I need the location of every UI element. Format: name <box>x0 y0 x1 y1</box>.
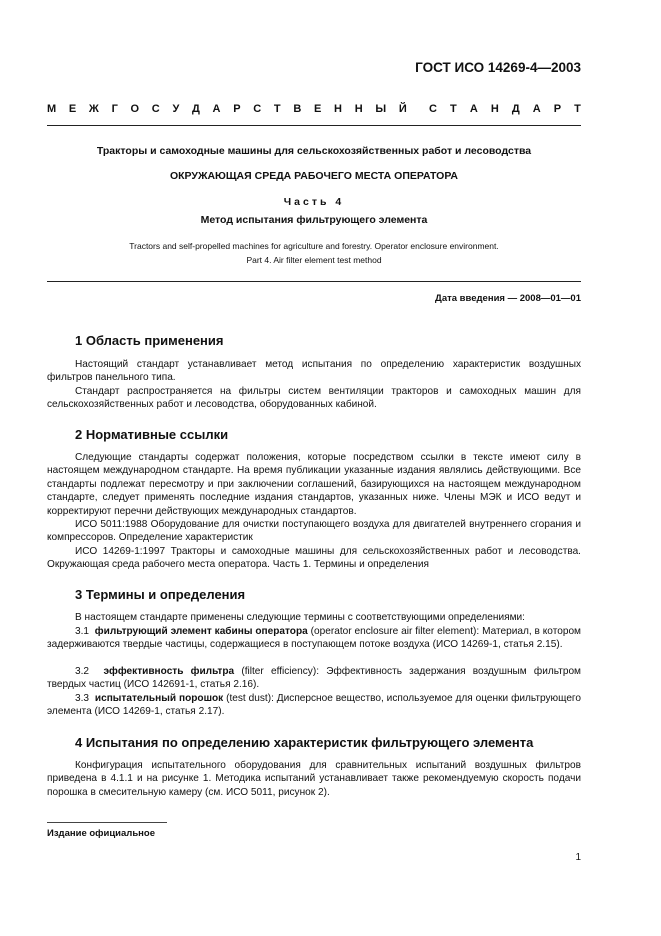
section-1-heading: 1 Область применения <box>75 333 224 348</box>
banner-letter: Г <box>111 103 118 115</box>
term-3-1 <box>47 625 581 652</box>
term-number: 3.3 <box>75 693 90 704</box>
banner-letter: А <box>532 103 541 115</box>
banner-letter: Т <box>574 103 581 115</box>
english-title-line2: Part 4. Air filter element test method <box>246 255 382 265</box>
banner-letter: Д <box>511 103 520 115</box>
banner-letter: Н <box>490 103 499 115</box>
banner-letter: Н <box>334 103 342 115</box>
term-definition: (test dust): Дисперсное вещество, используемое для оценки фильтрующего элемента (ИСО 14269-1, статья 2.17). <box>47 693 582 718</box>
term-name: испытательный порошок <box>94 693 224 704</box>
standard-code: ГОСТ ИСО 14269-4—2003 <box>415 60 581 75</box>
title-rule <box>47 281 581 282</box>
banner-letter: Д <box>192 103 200 115</box>
page-number: 1 <box>575 852 581 863</box>
term-3-3 <box>47 692 581 719</box>
term-number: 3.2 <box>75 666 90 677</box>
banner-letter: С <box>429 103 437 115</box>
section-1-paragraph: Настоящий стандарт устанавливает метод испытания по определению характеристик воздушных фильтров панельного типа. <box>47 359 581 384</box>
term-name: эффективность фильтра <box>103 666 235 677</box>
banner-letter: Е <box>314 103 322 115</box>
banner-letter: М <box>47 103 57 115</box>
reference-iso-5011: ИСО 5011:1988 Оборудование для очистки поступающего воздуха для двигателей внутреннего сгорания и компрессоров. Определение характеристик <box>47 519 581 544</box>
reference-iso-14269-1: ИСО 14269-1:1997 Тракторы и самоходные машины для сельскохозяйственных работ и лесоводства. Окружающая среда рабочего места оператора. Часть 1. Термины и определения <box>47 546 581 571</box>
introduction-date: Дата введения — 2008—01—01 <box>435 293 581 304</box>
banner-letter: Ы <box>375 103 387 115</box>
banner-letter: Р <box>553 103 562 115</box>
term-definition: (filter efficiency): Эффективность задержания воздушным фильтром твердых частиц (ИСО 142691-1, статья 2.16). <box>47 666 581 691</box>
banner-letter: С <box>151 103 160 115</box>
banner-rule <box>47 125 581 126</box>
official-edition-label: Издание официальное <box>47 828 155 839</box>
section-1-paragraph: Стандарт распространяется на фильтры систем вентиляции тракторов и самоходных машин для сельскохозяйственных работ и лесоводства, оборудованных кабиной. <box>47 386 581 411</box>
section-4-heading: 4 Испытания по определению характеристик фильтрующего элемента <box>75 735 534 750</box>
term-number: 3.1 <box>75 626 90 637</box>
section-3-heading: 3 Термины и определения <box>75 587 246 602</box>
banner-word-interstate <box>47 103 407 115</box>
banner-letter: Т <box>450 103 457 115</box>
banner-letter: С <box>253 103 262 115</box>
section-2-paragraph: Следующие стандарты содержат положения, которые посредством ссылки в тексте имеют силу в настоящем международном стандарте. На время публикации указанные издания являлись действующими. Все стандарты подлежат пересмотру и при заключении соглашений, базирующихся на настоящем международном стандарте, следует применять последние издания стандартов, указанных ниже. Члены МЭК и ИСО ведут и корректируют перечни действующих международных стандартов. <box>47 452 581 517</box>
banner-letter: Р <box>233 103 241 115</box>
banner-letter: Т <box>273 103 281 115</box>
section-3-intro: В настоящем стандарте применены следующие термины с соответствующими определениями: <box>75 612 525 623</box>
standard-banner <box>47 103 581 115</box>
banner-letter: Й <box>398 103 407 115</box>
banner-letter: Н <box>354 103 363 115</box>
part-label: Часть 4 <box>283 196 345 208</box>
banner-letter: В <box>293 103 302 115</box>
banner-letter: У <box>172 103 180 115</box>
section-4-paragraph: Конфигурация испытательного оборудования для сравнительных испытаний воздушных фильтров приведена в 4.1.1 и на рисунке 1. Методика испытаний устанавливает также рекомендуемую скорость подачи порошка в смесительную камеру (см. ИСО 5011, рисунок 2). <box>47 760 581 798</box>
banner-letter: Ж <box>88 103 99 115</box>
english-title-line1: Tractors and self-propelled machines for agriculture and forestry. Operator enclosure environment. <box>129 241 499 251</box>
banner-letter: А <box>469 103 478 115</box>
footer-rule <box>47 822 167 823</box>
method-title: Метод испытания фильтрующего элемента <box>200 214 428 226</box>
document-title: Тракторы и самоходные машины для сельскохозяйственных работ и лесоводства <box>96 145 532 157</box>
term-name: фильтрующий элемент кабины оператора <box>94 626 308 637</box>
document-subtitle: ОКРУЖАЮЩАЯ СРЕДА РАБОЧЕГО МЕСТА ОПЕРАТОРА <box>169 170 458 182</box>
banner-letter: Е <box>68 103 77 115</box>
term-3-2 <box>47 665 581 692</box>
banner-letter: А <box>212 103 221 115</box>
banner-letter: О <box>130 103 140 115</box>
section-2-heading: 2 Нормативные ссылки <box>75 427 229 442</box>
banner-word-standard <box>429 103 581 115</box>
term-definition: (operator enclosure air filter element): Материал, в котором задерживаются твердые частицы, содержащиеся в поступающем потоке воздуха (ИСО 14269-1, статья 2.15). <box>47 626 581 651</box>
